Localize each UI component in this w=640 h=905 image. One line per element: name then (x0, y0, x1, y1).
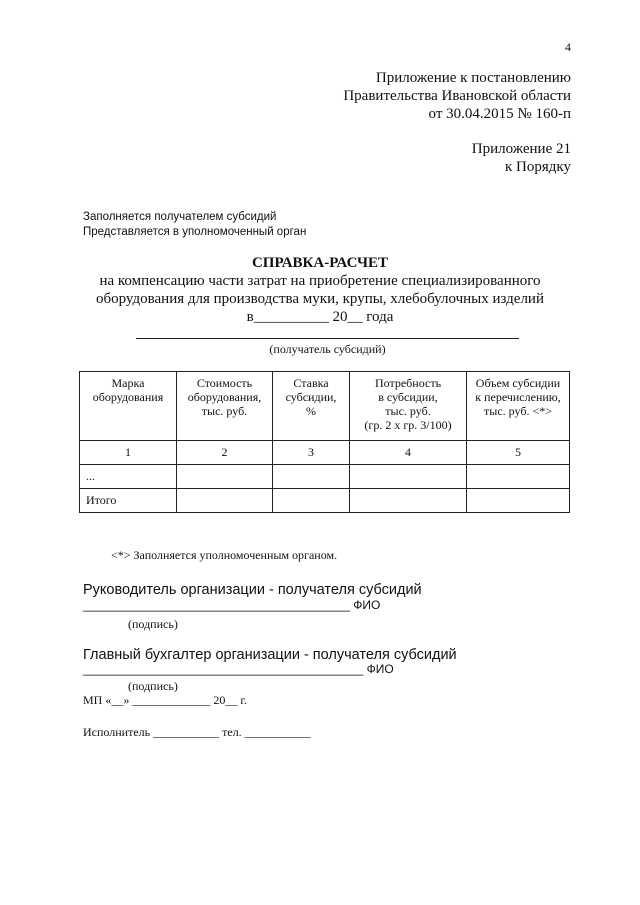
column-number: 2 (177, 441, 273, 465)
appendix-sub-2: к Порядку (505, 159, 571, 175)
accountant-signature-line: __________________________________________ ФИО (83, 662, 394, 676)
stamp-date-line: МП «__» _____________ 20__ г. (83, 693, 247, 707)
table-cell (467, 489, 570, 513)
table-row (80, 465, 570, 489)
head-signature-caption: (подпись) (128, 617, 178, 631)
calculation-table (79, 371, 570, 513)
table-cell: ... (80, 465, 177, 489)
head-signature-line: ________________________________________ ФИО (83, 598, 381, 612)
document-title: СПРАВКА-РАСЧЕТ (251, 255, 389, 271)
recipient-caption: (получатель субсидий) (269, 342, 386, 356)
column-number: 4 (350, 441, 467, 465)
accountant-title: Главный бухгалтер организации - получателя субсидий (83, 647, 457, 663)
submitted-to-note: Представляется в уполномоченный орган (83, 226, 307, 238)
appendix-sub-1: Приложение 21 (471, 141, 571, 157)
table-cell (467, 465, 570, 489)
table-header-row (80, 372, 570, 441)
appendix-line-1: Приложение к постановлению (375, 70, 571, 86)
column-number: 3 (273, 441, 350, 465)
page-number: 4 (565, 40, 571, 54)
table-cell: Итого (80, 489, 177, 513)
executor-line: Исполнитель ___________ тел. ___________ (83, 725, 311, 739)
title-line-2: оборудования для производства муки, крупы, хлебобулочных изделий (96, 291, 544, 307)
table-cell (177, 465, 273, 489)
appendix-line-2: Правительства Ивановской области (343, 88, 571, 104)
column-number: 1 (80, 441, 177, 465)
table-cell (350, 489, 467, 513)
filled-by-note: Заполняется получателем субсидий (83, 211, 277, 223)
table-cell (177, 489, 273, 513)
recipient-line (136, 338, 519, 339)
header-cell: Потребность в субсидии, тыс. руб. (гр. 2 х гр. 3/100) (350, 372, 467, 441)
head-title: Руководитель организации - получателя субсидий (83, 582, 422, 598)
column-number: 5 (467, 441, 570, 465)
table-number-row (80, 441, 570, 465)
title-line-1: на компенсацию части затрат на приобретение специализированного (99, 273, 541, 289)
table-cell (350, 465, 467, 489)
header-cell: Ставка субсидии, % (273, 372, 350, 441)
header-cell: Марка оборудования (80, 372, 177, 441)
header-cell: Объем субсидии к перечислению, тыс. руб. <*> (467, 372, 570, 441)
table-cell (273, 465, 350, 489)
title-line-3: в__________ 20__ года (246, 309, 394, 325)
accountant-signature-caption: (подпись) (128, 679, 178, 693)
footnote: <*> Заполняется уполномоченным органом. (111, 548, 338, 562)
appendix-line-3: от 30.04.2015 № 160-п (428, 106, 571, 122)
header-cell: Стоимость оборудования, тыс. руб. (177, 372, 273, 441)
table-total-row (80, 489, 570, 513)
table-cell (273, 489, 350, 513)
